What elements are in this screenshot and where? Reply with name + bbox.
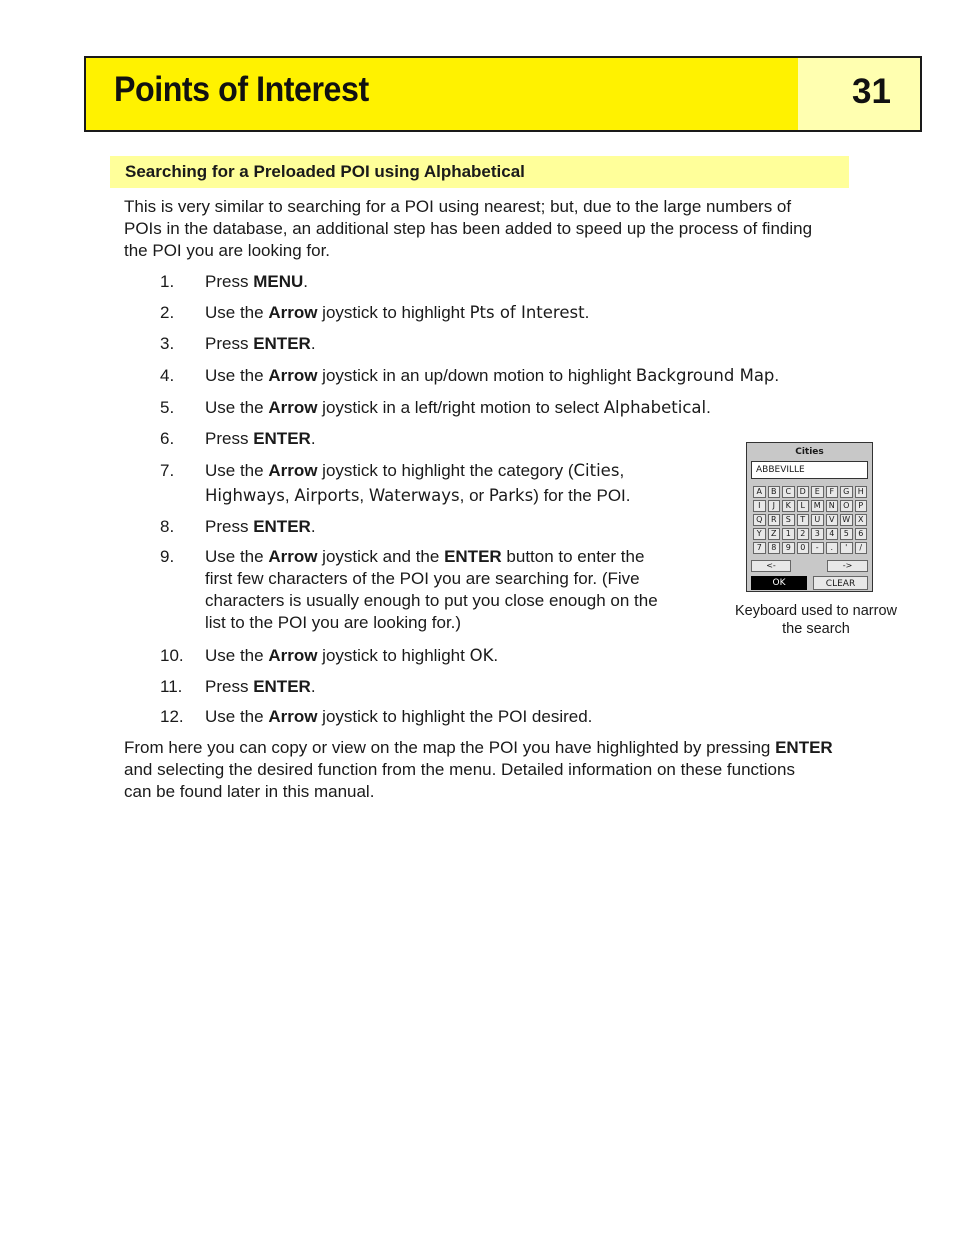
step-text: Use the Arrow joystick to highlight Pts of Interest. (205, 303, 590, 322)
step-number: 1. (160, 272, 175, 291)
keyboard-key: - (811, 542, 824, 554)
keyboard-key: O (840, 500, 853, 512)
outro-paragraph (124, 737, 833, 803)
step-number: 3. (160, 334, 175, 353)
keyboard-key: T (797, 514, 810, 526)
keyboard-key: R (768, 514, 781, 526)
keyboard-key: I (753, 500, 766, 512)
page-number-box (798, 58, 920, 130)
keyboard-clear-button: CLEAR (813, 576, 868, 590)
keyboard-key: 2 (797, 528, 810, 540)
keyboard-key: . (826, 542, 839, 554)
intro-paragraph (124, 196, 812, 262)
step-number: 12. (160, 707, 184, 726)
page-number: 31 (852, 72, 891, 111)
keyboard-row (753, 528, 871, 540)
keyboard-key: Y (753, 528, 766, 540)
keyboard-key: B (768, 486, 781, 498)
step-number: 7. (160, 461, 175, 480)
step-text: Press ENTER. (205, 517, 316, 536)
keyboard-screenshot (746, 442, 873, 592)
keyboard-row (753, 542, 871, 554)
step-number: 11. (160, 677, 183, 696)
intro-line: the POI you are looking for. (124, 241, 331, 260)
step-number: 2. (160, 303, 175, 322)
keyboard-row (753, 486, 871, 498)
step-text: Use the Arrow joystick to highlight the category (Cities, Highways, Airports, Waterways, or Parks) for the POI. (205, 461, 631, 505)
step-number: 4. (160, 366, 175, 385)
step-text: Use the Arrow joystick in a left/right motion to select Alphabetical. (205, 398, 711, 417)
keyboard-key: V (826, 514, 839, 526)
keyboard-key: ' (840, 542, 853, 554)
keyboard-key: F (826, 486, 839, 498)
keyboard-key: X (855, 514, 868, 526)
keyboard-key: N (826, 500, 839, 512)
keyboard-key-grid (753, 486, 871, 556)
step-text: Press MENU. (205, 272, 308, 291)
intro-line: This is very similar to searching for a POI using nearest; but, due to the large numbers of (124, 197, 792, 216)
keyboard-key: Q (753, 514, 766, 526)
keyboard-key: 9 (782, 542, 795, 554)
step-text: Press ENTER. (205, 334, 316, 353)
keyboard-key: D (797, 486, 810, 498)
step-text: Use the Arrow joystick in an up/down motion to highlight Background Map. (205, 366, 780, 385)
keyboard-key: H (855, 486, 868, 498)
step-text: Use the Arrow joystick and the ENTER button to enter the first few characters of the POI you are searching for. (Five characters is usually enough to put you close enough on the list to the POI you are looking for.) (205, 547, 658, 632)
outro-line: From here you can copy or view on the map the POI you have highlighted by pressing ENTER (124, 738, 833, 757)
step-number: 10. (160, 646, 184, 665)
step-number: 5. (160, 398, 175, 417)
keyboard-title: Cities (795, 447, 824, 457)
outro-line: can be found later in this manual. (124, 782, 375, 801)
keyboard-key: S (782, 514, 795, 526)
step-text: Press ENTER. (205, 677, 316, 696)
keyboard-ok-button: OK (751, 576, 807, 590)
keyboard-key: 8 (768, 542, 781, 554)
section-heading-bar (110, 156, 849, 188)
keyboard-key: W (840, 514, 853, 526)
keyboard-key: M (811, 500, 824, 512)
keyboard-key: 4 (826, 528, 839, 540)
keyboard-key: E (811, 486, 824, 498)
keyboard-key: Z (768, 528, 781, 540)
keyboard-key: L (797, 500, 810, 512)
step-number: 9. (160, 547, 175, 566)
keyboard-key: K (782, 500, 795, 512)
section-title: Searching for a Preloaded POI using Alphabetical (125, 162, 525, 181)
chapter-header (84, 56, 922, 132)
keyboard-row (753, 500, 871, 512)
keyboard-key: G (840, 486, 853, 498)
intro-line: POIs in the database, an additional step has been added to speed up the process of finding (124, 219, 813, 238)
step-number: 6. (160, 429, 175, 448)
keyboard-forward-key: -> (827, 560, 868, 572)
figure-caption: Keyboard used to narrow the search (734, 603, 897, 637)
keyboard-row (753, 514, 871, 526)
step-text: Use the Arrow joystick to highlight the POI desired. (205, 707, 593, 726)
keyboard-key: P (855, 500, 868, 512)
keyboard-text-field: ABBEVILLE (751, 461, 868, 479)
keyboard-key: 1 (782, 528, 795, 540)
keyboard-key: / (855, 542, 868, 554)
keyboard-key: C (782, 486, 795, 498)
keyboard-key: 5 (840, 528, 853, 540)
outro-line: and selecting the desired function from the menu. Detailed information on these functions (124, 760, 795, 779)
keyboard-key: A (753, 486, 766, 498)
keyboard-back-key: <- (751, 560, 791, 572)
keyboard-key: U (811, 514, 824, 526)
keyboard-key: J (768, 500, 781, 512)
keyboard-key: 6 (855, 528, 868, 540)
keyboard-key: 3 (811, 528, 824, 540)
keyboard-key: 0 (797, 542, 810, 554)
step-text: Use the Arrow joystick to highlight OK. (205, 646, 499, 665)
step-number: 8. (160, 517, 175, 536)
keyboard-key: 7 (753, 542, 766, 554)
chapter-title: Points of Interest (114, 70, 369, 109)
step-text: Press ENTER. (205, 429, 316, 448)
